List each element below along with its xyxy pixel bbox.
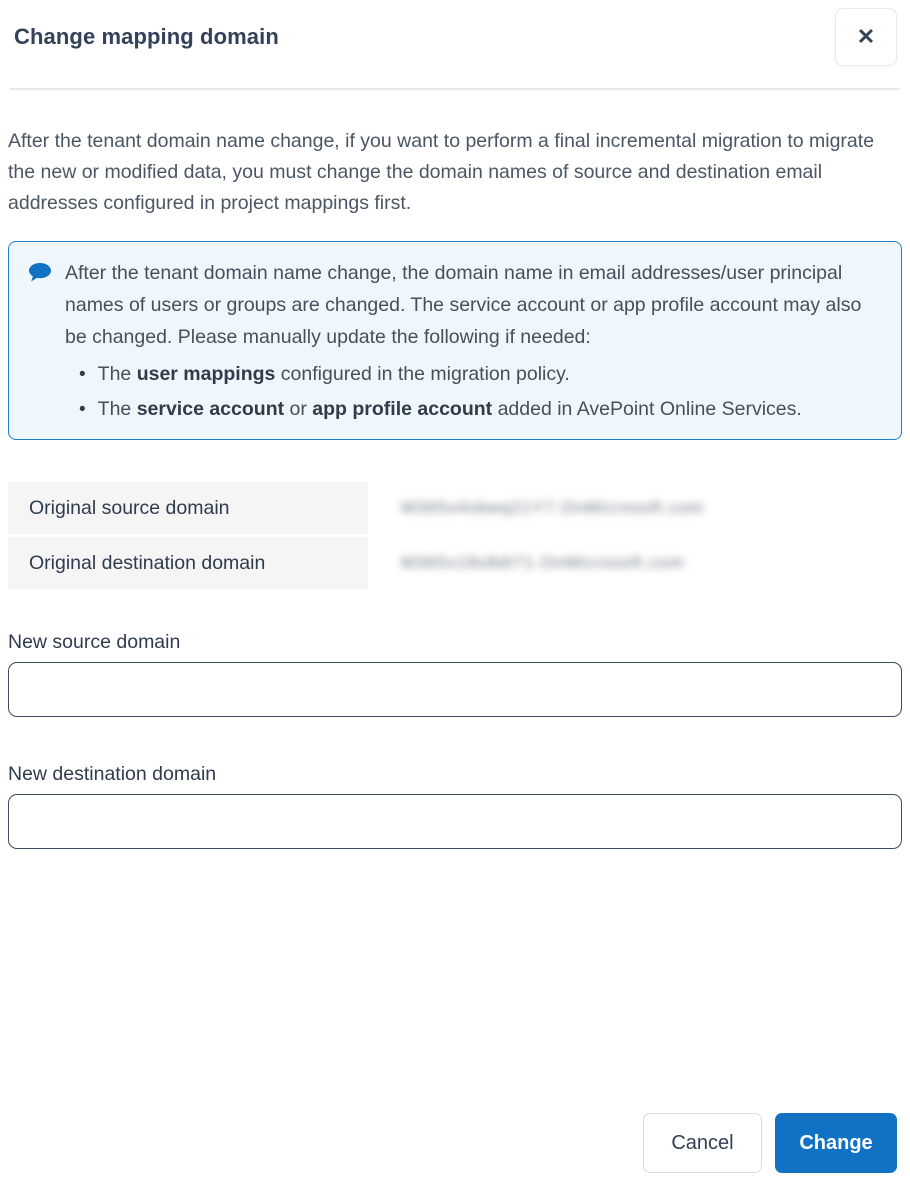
change-button[interactable]: Change [775,1113,897,1173]
info-bullet-user-mappings [65,357,879,392]
close-button[interactable] [835,8,897,66]
speech-bubble-icon [29,263,51,282]
new-destination-domain-label: New destination domain [8,763,217,785]
new-source-domain-input[interactable] [8,662,902,717]
new-source-domain-label: New source domain [8,631,181,653]
table-row-original-destination [8,537,902,589]
info-bullet-list [65,357,879,427]
dialog-header [0,0,910,66]
new-destination-domain-input[interactable] [8,794,902,849]
info-text: After the tenant domain name change, the domain name in email addresses/user principal names of users or groups are changed. The service account or app profile account may also be changed. Please manually update the following if needed: [65,262,862,348]
info-box [8,241,902,440]
bullet-text: The service account or app profile account added in AvePoint Online Services. [97,398,802,420]
original-source-domain-redacted-value: M365x4sbwq21Y7.OnMicrosoft.com [401,498,705,517]
header-divider [10,88,900,90]
cancel-button[interactable]: Cancel [643,1113,762,1173]
dialog-title: Change mapping domain [14,24,279,49]
bullet-text: The user mappings configured in the migration policy. [97,363,570,385]
new-destination-domain-group [8,761,902,849]
table-row-original-source [8,482,902,534]
close-icon: ✕ [856,24,876,49]
info-bullet-service-account [65,392,879,427]
original-domains-table [8,482,902,589]
info-content [65,257,879,427]
bullet-marker: • [79,399,86,420]
original-destination-domain-redacted-value: M365x18s8dt71.OnMicrosoft.com [401,553,685,572]
dialog-footer [643,1113,897,1173]
original-source-domain-label: Original source domain [8,482,368,534]
intro-paragraph: After the tenant domain name change, if you want to perform a final incremental migration to migrate the new or modified data, you must change the domain names of source and destination email addresses configured in project mappings first. [8,130,875,214]
bullet-marker: • [79,364,86,385]
new-source-domain-group [8,629,902,717]
original-destination-domain-label: Original destination domain [8,537,368,589]
